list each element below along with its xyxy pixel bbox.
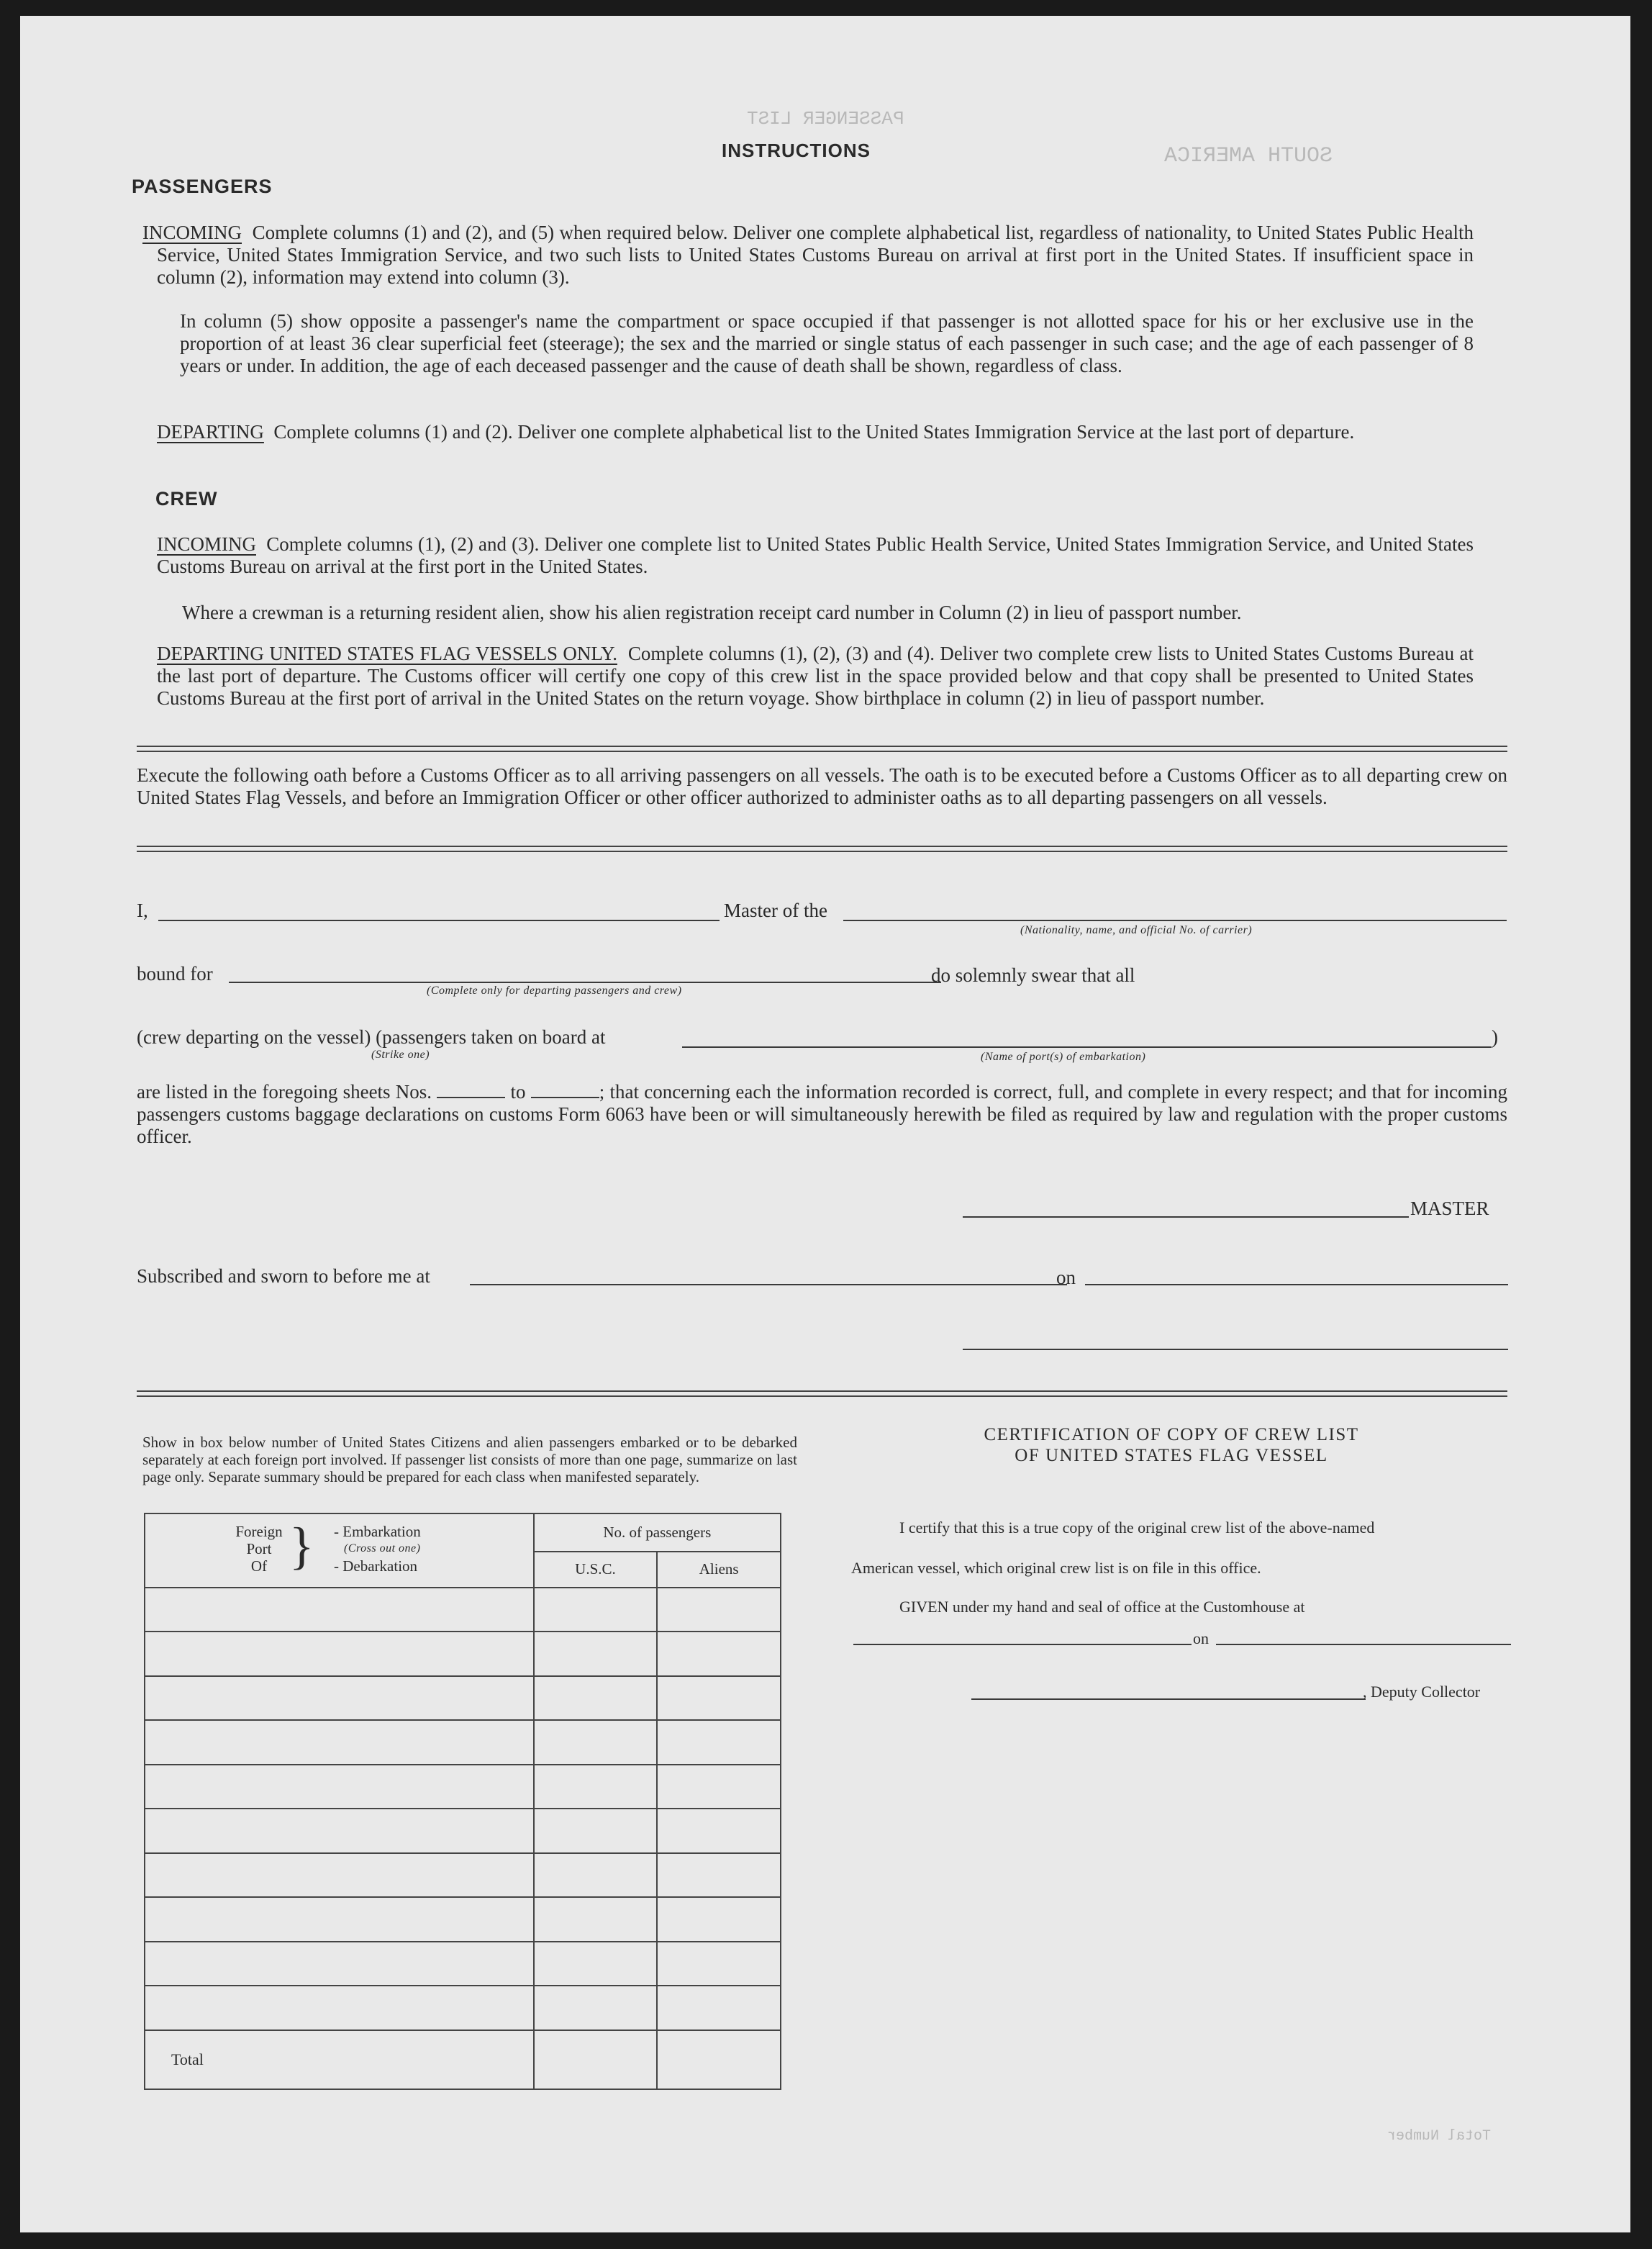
passengers-heading: PASSENGERS (132, 176, 273, 197)
oath-intro: Execute the following oath before a Customs Officer as to all arriving passengers on all vessels. The oath is to be executed before a Customs Officer as to all departing crew on United States Flag Vessels, and before an Immigration Officer or other officer authorized to administer oaths as to all departing passengers on all vessels. (137, 764, 1507, 808)
swear-label: do solemnly swear that all (931, 964, 1135, 986)
usc-cell[interactable] (534, 1588, 658, 1632)
table-row[interactable] (145, 1897, 534, 1942)
passengers-departing-paragraph (157, 421, 1474, 443)
customhouse-field[interactable] (853, 1644, 1192, 1645)
table-row[interactable] (145, 1765, 534, 1809)
column5-text: In column (5) show opposite a passenger's name the compartment or space occupied if that passenger is not allotted space for his or her exclusive use in the proportion of at least 36 clear superficial feet (steerage); the sex and the married or single status of each passenger in such case; and the age of each passenger of 8 years or under. In addition, the age of each deceased passenger and the cause of death shall be shown, regardless of class. (180, 310, 1474, 376)
table-row[interactable] (145, 1942, 534, 1986)
departing-label: DEPARTING (157, 421, 264, 443)
aliens-header: Aliens (657, 1552, 781, 1587)
embarkation-options: - Embarkation (Cross out one) - Debarkation (334, 1523, 421, 1575)
bleed-through-text: SOUTH AMERICA (1164, 144, 1333, 168)
aliens-cell[interactable] (657, 1986, 781, 2030)
sheets-text-b: ; that concerning each the information recorded is correct, full, and complete in every respect; and that for incoming passengers customs baggage declarations on customs Form 6063 have been or will simultaneously herewith be filed as required by law and regulation with the proper customs officer. (137, 1081, 1507, 1147)
certify-text-b: American vessel, which original crew list is on file in this office. (851, 1559, 1261, 1577)
summary-table (144, 1513, 781, 2090)
usc-cell[interactable] (534, 1765, 658, 1809)
section-divider (137, 846, 1507, 852)
crew-departing-label: DEPARTING UNITED STATES FLAG VESSELS ONLY. (157, 643, 617, 664)
sheet-to-field[interactable] (531, 1082, 599, 1098)
sheets-text-a: are listed in the foregoing sheets Nos. (137, 1081, 432, 1103)
crew-heading: CREW (155, 488, 218, 510)
bleed-through-text: PASSENGER LIST (747, 108, 904, 130)
crew-departing-text: Complete columns (1), (2), (3) and (4). Deliver two complete crew lists to United States Customs Bureau at the last port of departure. The Customs officer will certify one copy of this crew list in the space provided below and that copy shall be presented to United States Customs Bureau at the first port of arrival in the United States on the return voyage. Show birthplace in column (2) in lieu of passport number. (157, 643, 1474, 709)
foreign-port-of: Foreign Port Of (235, 1523, 283, 1575)
table-row[interactable] (145, 1632, 534, 1676)
aliens-cell[interactable] (657, 1588, 781, 1632)
carrier-note: (Nationality, name, and official No. of carrier) (1020, 924, 1253, 936)
bound-for-label: bound for (137, 963, 213, 985)
crew-departing-line: (crew departing on the vessel) (passengers taken on board at (137, 1026, 606, 1048)
deputy-signature-field[interactable] (971, 1698, 1366, 1700)
usc-header: U.S.C. (534, 1552, 658, 1587)
total-label: Total (171, 2050, 204, 2068)
given-text: GIVEN under my hand and seal of office at the Customhouse at (899, 1598, 1305, 1616)
total-row (145, 2030, 534, 2089)
sworn-on-label: on (1056, 1267, 1076, 1288)
usc-cell[interactable] (534, 1897, 658, 1942)
cert-on-label: on (1193, 1629, 1209, 1647)
crew-incoming-label: INCOMING (157, 533, 256, 555)
usc-cell[interactable] (534, 1942, 658, 1986)
subscribed-label: Subscribed and sworn to before me at (137, 1265, 430, 1287)
crew-alien-text: Where a crewman is a returning resident alien, show his alien registration receipt card number in Column (2) in lieu of passport number. (182, 602, 1242, 623)
aliens-cell[interactable] (657, 1853, 781, 1898)
section-divider (137, 746, 1507, 752)
crew-departing-paragraph (157, 643, 1474, 710)
crew-incoming-text: Complete columns (1), (2) and (3). Deliver one complete list to United States Public Health Service, United States Immigration Service, and United States Customs Bureau on arrival at the first port in the United States. (157, 533, 1474, 577)
ports-note: (Name of port(s) of embarkation) (981, 1051, 1146, 1063)
sheet-from-field[interactable] (437, 1082, 505, 1098)
table-row[interactable] (145, 1809, 534, 1853)
master-signature-field[interactable] (963, 1216, 1409, 1218)
aliens-total-cell[interactable] (657, 2030, 781, 2089)
table-row[interactable] (145, 1676, 534, 1721)
usc-cell[interactable] (534, 1632, 658, 1676)
embarkation-ports-field[interactable] (682, 1046, 1492, 1048)
master-label: MASTER (1410, 1198, 1489, 1219)
close-paren: ) (1492, 1026, 1498, 1048)
master-of-the-label: Master of the (724, 900, 827, 921)
usc-cell[interactable] (534, 1809, 658, 1853)
usc-total-cell[interactable] (534, 2030, 658, 2089)
column5-paragraph (180, 310, 1474, 377)
sheets-paragraph (137, 1081, 1507, 1148)
crew-incoming-paragraph (157, 533, 1474, 578)
certification-title-line1: CERTIFICATION OF COPY OF CREW LIST (984, 1425, 1359, 1444)
form-page (20, 16, 1630, 2232)
sworn-date-field[interactable] (1085, 1284, 1508, 1285)
master-name-field[interactable] (158, 920, 720, 921)
aliens-cell[interactable] (657, 1897, 781, 1942)
passengers-incoming-paragraph (142, 222, 1474, 289)
certification-title-line2: OF UNITED STATES FLAG VESSEL (1015, 1446, 1328, 1465)
usc-cell[interactable] (534, 1853, 658, 1898)
usc-cell[interactable] (534, 1720, 658, 1765)
carrier-field[interactable] (843, 920, 1507, 921)
bound-for-field[interactable] (229, 982, 941, 983)
strike-one-note: (Strike one) (371, 1049, 430, 1061)
cert-date-field[interactable] (1216, 1644, 1511, 1645)
aliens-cell[interactable] (657, 1942, 781, 1986)
aliens-cell[interactable] (657, 1809, 781, 1853)
incoming-label: INCOMING (142, 222, 242, 243)
port-header-cell (145, 1513, 534, 1588)
bound-note: (Complete only for departing passengers and crew) (427, 985, 682, 997)
crew-alien-paragraph (182, 602, 1474, 624)
summary-note: Show in box below number of United States Citizens and alien passengers embarked or to be debarked separately at each foreign port involved. If passenger list consists of more than one page, summarize on last page only. Separate summary should be prepared for each class when manifested separately. (142, 1434, 797, 1485)
deputy-collector-label: , Deputy Collector (1363, 1683, 1481, 1701)
certify-text-a: I certify that this is a true copy of the original crew list of the above-named (899, 1519, 1375, 1537)
table-row[interactable] (145, 1720, 534, 1765)
aliens-cell[interactable] (657, 1676, 781, 1721)
table-row[interactable] (145, 1986, 534, 2030)
aliens-cell[interactable] (657, 1720, 781, 1765)
sworn-at-field[interactable] (470, 1284, 1067, 1285)
no-passengers-header: No. of passengers (534, 1513, 781, 1552)
oath-i-label: I, (137, 900, 148, 921)
passengers-incoming-text: Complete columns (1) and (2), and (5) when required below. Deliver one complete alphabetical list, regardless of nationality, to United States Public Health Service, United States Immigration Service, and two such lists to United States Customs Bureau on arrival at first port in the United States. If insufficient space in column (2), information may extend into column (3). (157, 222, 1474, 288)
table-row[interactable] (145, 1588, 534, 1632)
usc-cell[interactable] (534, 1986, 658, 2030)
bleed-through-text: Total Number (1387, 2128, 1492, 2145)
sheets-to-label: to (510, 1081, 526, 1103)
aliens-cell[interactable] (657, 1632, 781, 1676)
brace: } (289, 1517, 314, 1575)
usc-cell[interactable] (534, 1676, 658, 1721)
passengers-departing-text: Complete columns (1) and (2). Deliver one complete alphabetical list to the United States Immigration Service at the last port of departure. (273, 421, 1355, 443)
aliens-cell[interactable] (657, 1765, 781, 1809)
page-title: INSTRUCTIONS (722, 140, 871, 161)
section-divider (137, 1390, 1507, 1397)
officer-signature-field[interactable] (963, 1349, 1508, 1350)
table-row[interactable] (145, 1853, 534, 1898)
certification-title (826, 1424, 1517, 1466)
